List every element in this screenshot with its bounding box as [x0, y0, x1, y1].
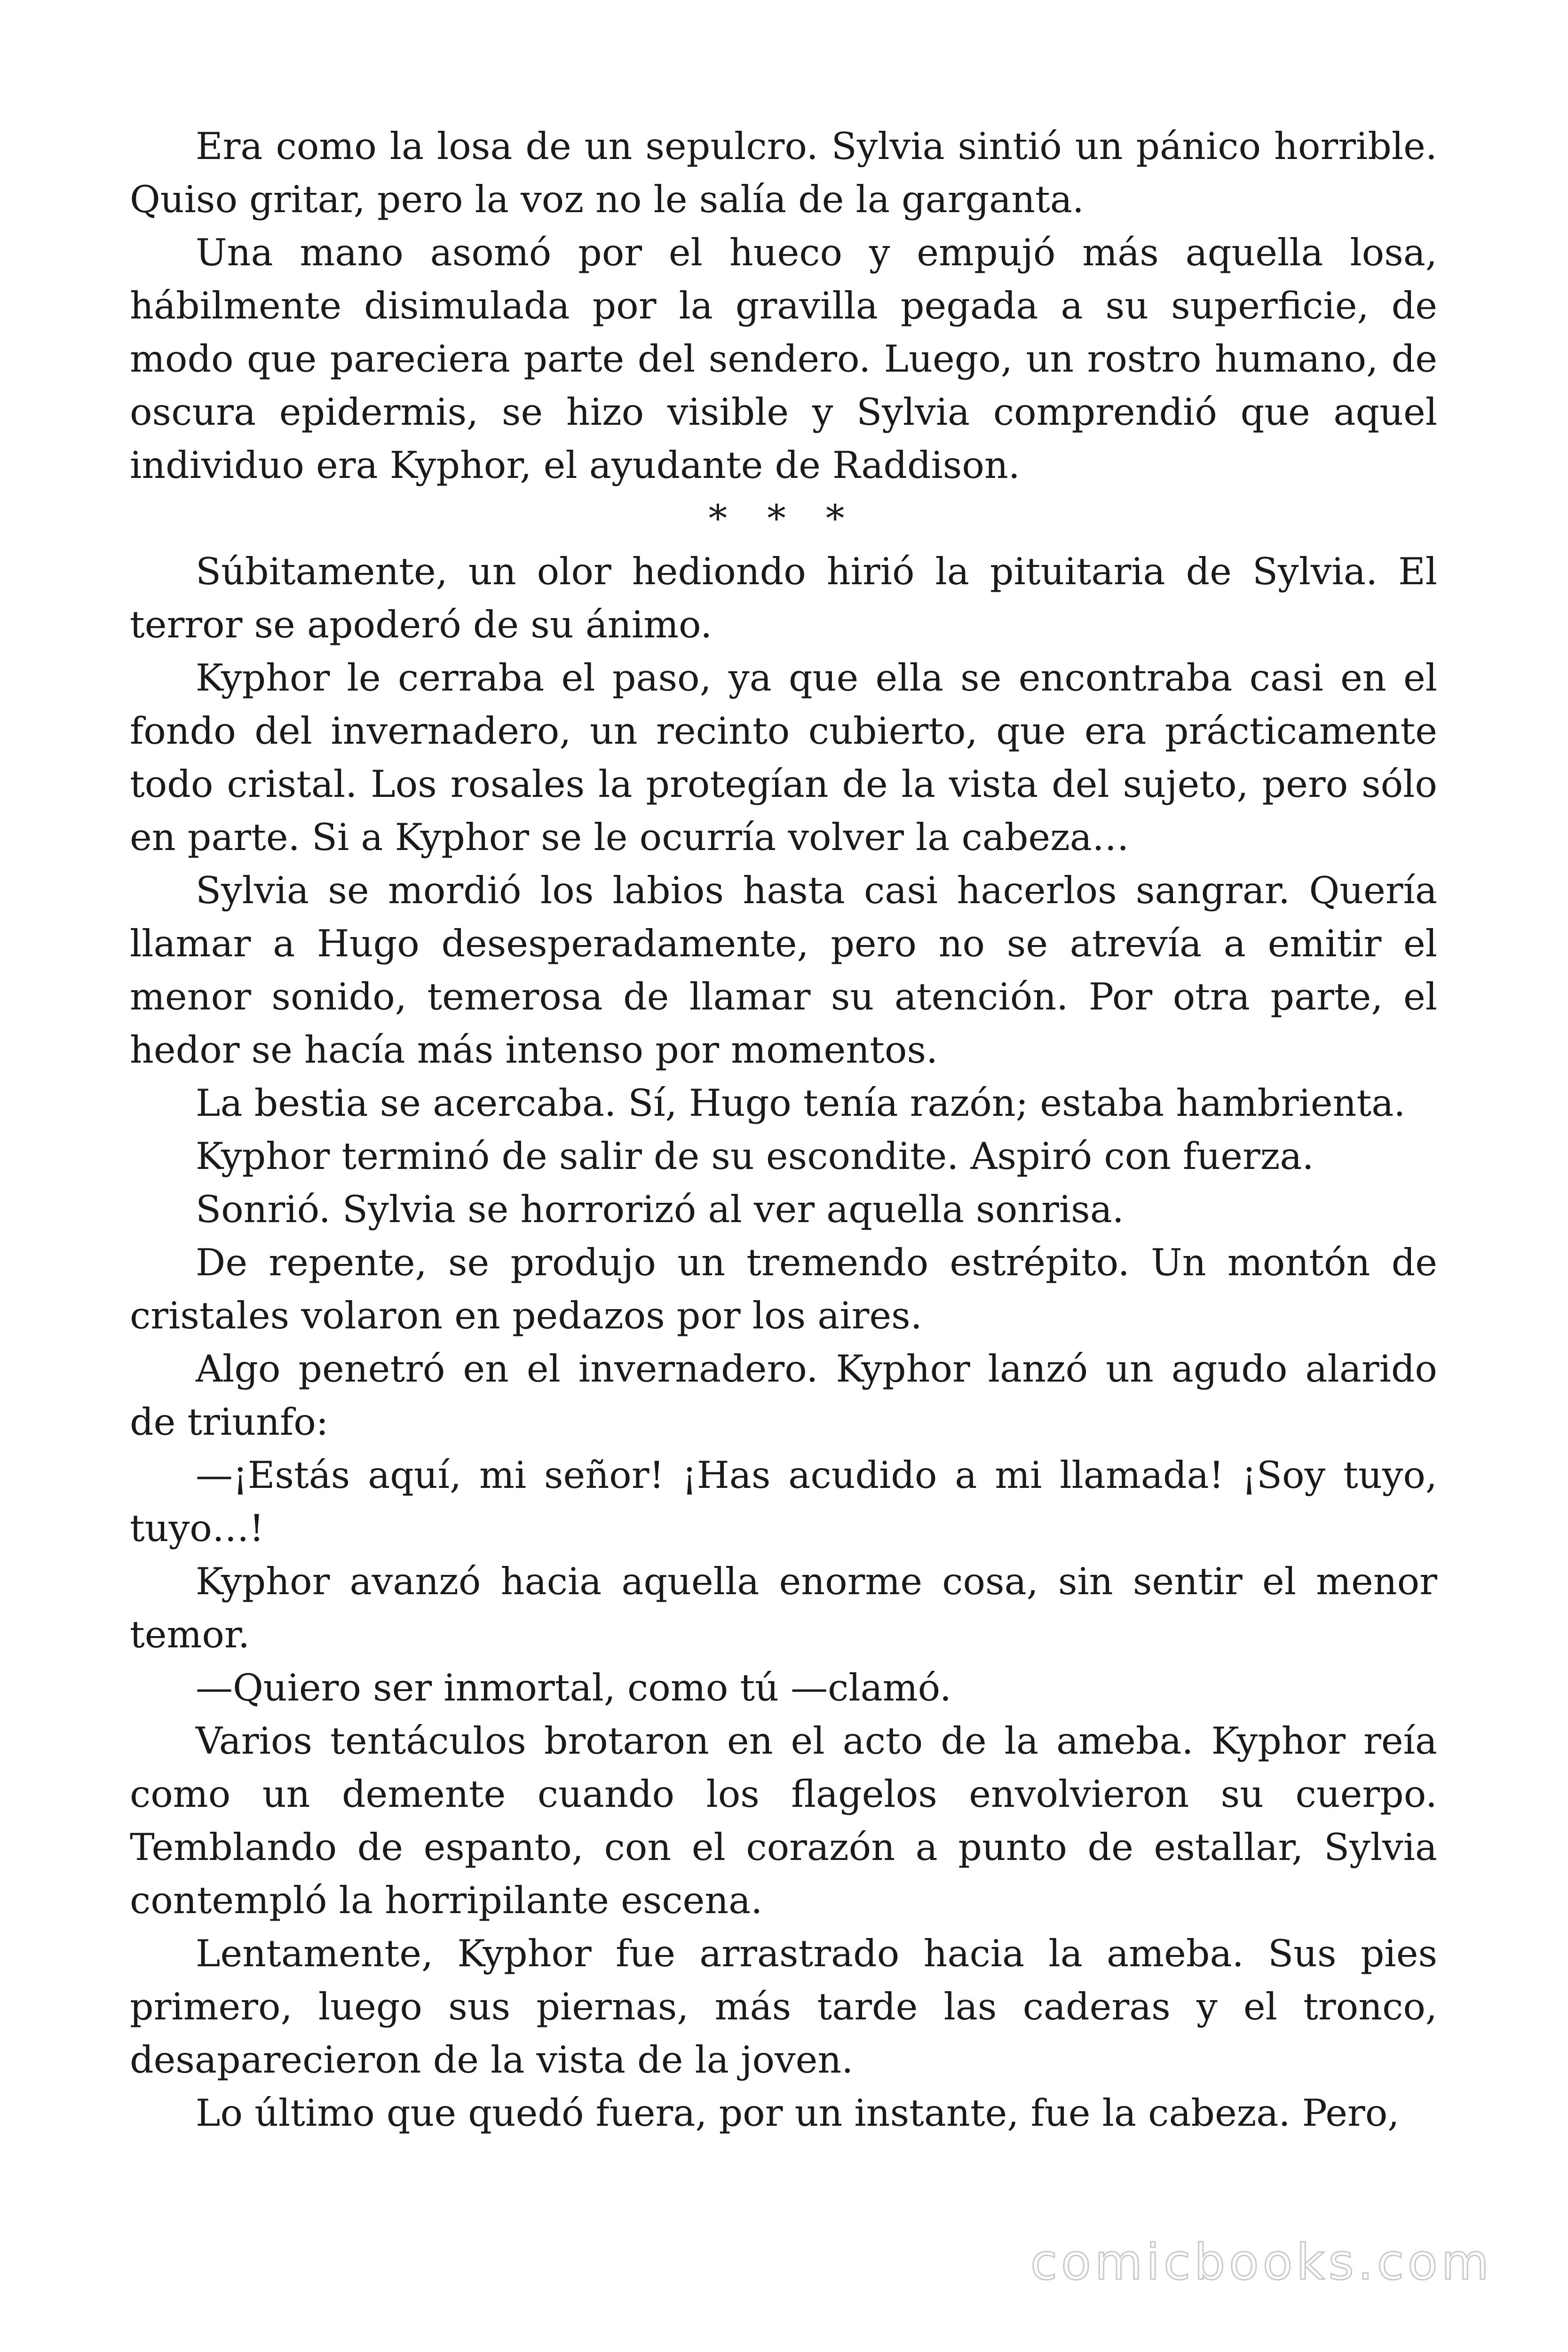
paragraph: Sonrió. Sylvia se horrorizó al ver aquella sonrisa. [196, 1188, 1124, 1231]
paragraph: Súbitamente, un olor hediondo hirió la pituitaria de Sylvia. El terror se apoderó de su ánimo. [130, 550, 1437, 646]
paragraph: Kyphor le cerraba el paso, ya que ella se encontraba casi en el fondo del invernadero, un recinto cubierto, que era prácticamente todo cristal. Los rosales la protegían de la vista del sujeto, pero sólo en parte. Si a Kyphor se le ocurría volver la cabeza… [130, 656, 1437, 859]
paragraph: Lo último que quedó fuera, por un instante, fue la cabeza. Pero, [196, 2091, 1400, 2135]
scene-break: * * * [708, 497, 859, 540]
paragraph: La bestia se acercaba. Sí, Hugo tenía razón; estaba hambrienta. [196, 1081, 1406, 1125]
paragraph: De repente, se produjo un tremendo estrépito. Un montón de cristales volaron en pedazos por los aires. [130, 1241, 1437, 1337]
paragraph: Lentamente, Kyphor fue arrastrado hacia la ameba. Sus pies primero, luego sus piernas, más tarde las caderas y el tronco, desaparecieron de la vista de la joven. [130, 1932, 1437, 2082]
paragraph: Kyphor avanzó hacia aquella enorme cosa, sin sentir el menor temor. [130, 1560, 1437, 1656]
paragraph: Varios tentáculos brotaron en el acto de la ameba. Kyphor reía como un demente cuando los flagelos envolvieron su cuerpo. Temblando de espanto, con el corazón a punto de estallar, Sylvia contempló la horripilante escena. [130, 1719, 1437, 1922]
paragraph: Kyphor terminó de salir de su escondite. Aspiró con fuerza. [196, 1135, 1314, 1178]
paragraph: Una mano asomó por el hueco y empujó más aquella losa, hábilmente disimulada por la gravilla pegada a su superficie, de modo que pareciera parte del sendero. Luego, un rostro humano, de oscura epidermis, se hizo visible y Sylvia comprendió que aquel individuo era Kyphor, el ayudante de Raddison. [130, 231, 1437, 487]
paragraph: —Quiero ser inmortal, como tú —clamó. [196, 1666, 951, 1709]
watermark: comicbooks.com [1030, 2233, 1493, 2291]
paragraph: Algo penetró en el invernadero. Kyphor lanzó un agudo alarido de triunfo: [130, 1347, 1437, 1444]
paragraph: Sylvia se mordió los labios hasta casi hacerlos sangrar. Quería llamar a Hugo desesperadamente, pero no se atrevía a emitir el menor sonido, temerosa de llamar su atención. Por otra parte, el hedor se hacía más intenso por momentos. [130, 869, 1437, 1072]
paragraph: —¡Estás aquí, mi señor! ¡Has acudido a mi llamada! ¡Soy tuyo, tuyo…! [130, 1454, 1437, 1550]
book-page [130, 120, 1437, 2140]
paragraph: Era como la losa de un sepulcro. Sylvia sintió un pánico horrible. Quiso gritar, pero la voz no le salía de la garganta. [130, 125, 1437, 221]
